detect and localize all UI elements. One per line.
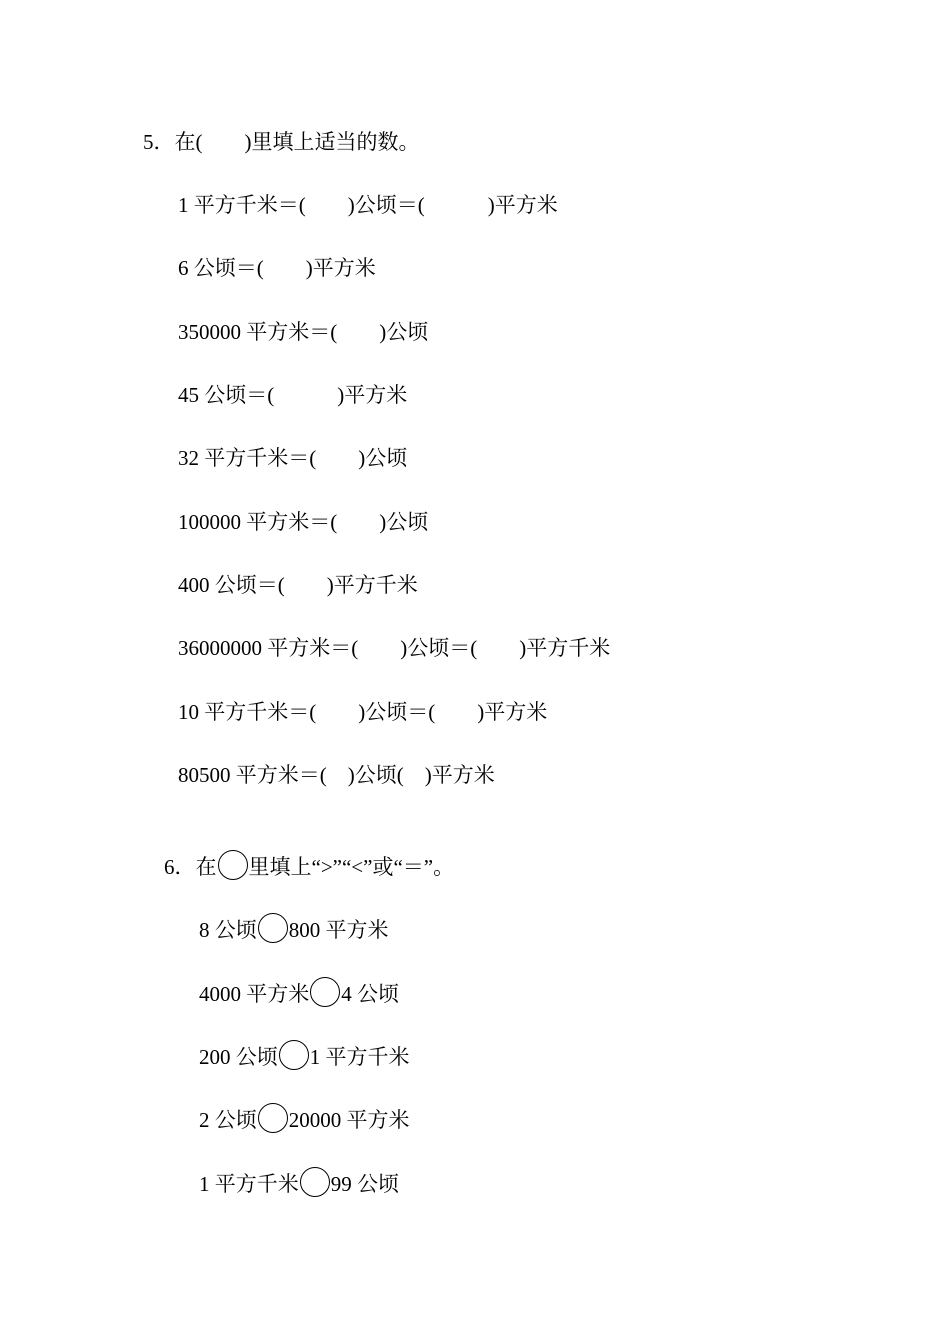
q5-item-6: 100000 平方米＝( )公顷 xyxy=(178,510,429,534)
q6-title-suffix: 里填上“>”“<”或“＝”。 xyxy=(248,855,455,879)
q6-item-right: 1 平方千米 xyxy=(309,1045,410,1069)
compare-circle-2[interactable] xyxy=(310,977,340,1007)
q6-item-right: 800 平方米 xyxy=(288,918,389,942)
q6-item-left: 2 公顷 xyxy=(199,1108,257,1132)
circle-blank-icon xyxy=(218,850,248,880)
q6-item-left: 4000 平方米 xyxy=(199,982,310,1006)
q5-item-9: 10 平方千米＝( )公顷＝( )平方米 xyxy=(178,700,548,724)
compare-circle-1[interactable] xyxy=(258,913,288,943)
q6-item-left: 200 公顷 xyxy=(199,1045,278,1069)
q5-item-3: 350000 平方米＝( )公顷 xyxy=(178,320,429,344)
q5-item-10: 80500 平方米＝( )公顷( )平方米 xyxy=(178,763,495,787)
q5-item-7: 400 公顷＝( )平方千米 xyxy=(178,573,418,597)
q6-item-left: 1 平方千米 xyxy=(199,1172,299,1196)
q6-item-5 xyxy=(178,1143,399,1221)
q5-item-4: 45 公顷＝( )平方米 xyxy=(178,383,408,407)
compare-circle-5[interactable] xyxy=(300,1167,330,1197)
compare-circle-3[interactable] xyxy=(279,1040,309,1070)
q6-item-left: 8 公顷 xyxy=(199,918,257,942)
compare-circle-4[interactable] xyxy=(258,1103,288,1133)
q6-item-right: 20000 平方米 xyxy=(288,1108,410,1132)
q6-title-prefix: 6．在 xyxy=(164,855,217,879)
question-5-title: 5．在( )里填上适当的数。 xyxy=(143,130,420,154)
q5-item-2: 6 公顷＝( )平方米 xyxy=(178,256,376,280)
q5-item-1: 1 平方千米＝( )公顷＝( )平方米 xyxy=(178,193,558,217)
q6-item-right: 4 公顷 xyxy=(341,982,399,1006)
q6-item-right: 99 公顷 xyxy=(330,1172,399,1196)
q5-item-8: 36000000 平方米＝( )公顷＝( )平方千米 xyxy=(178,636,611,660)
q5-item-5: 32 平方千米＝( )公顷 xyxy=(178,446,408,470)
